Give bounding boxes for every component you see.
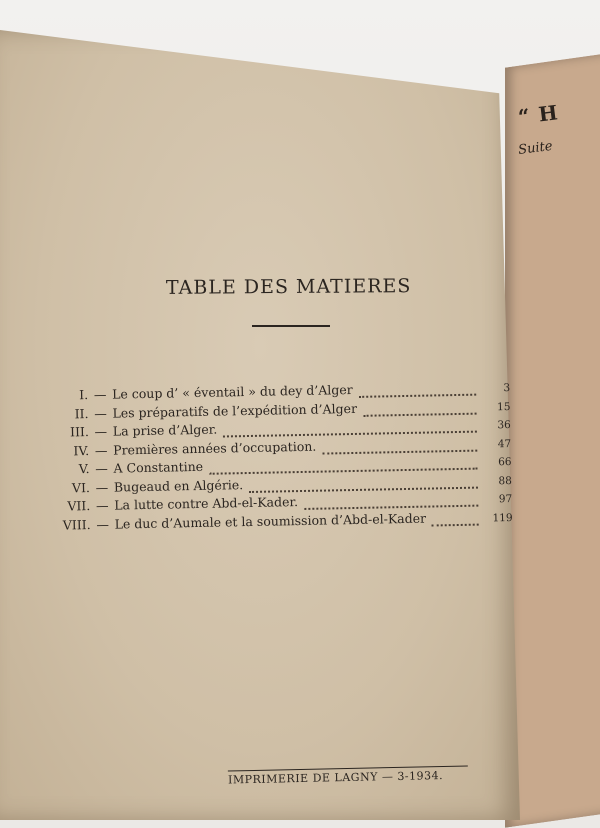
toc-leader-dots bbox=[322, 441, 477, 454]
toc-numeral: VI. bbox=[71, 479, 91, 495]
toc-label: Le duc d’Aumale et la soumission d’Abd-el-Kader bbox=[114, 510, 427, 532]
toc-page-number: 88 bbox=[498, 474, 512, 487]
toc-label: La prise d’Alger. bbox=[112, 421, 218, 439]
toc-page-number: 47 bbox=[497, 437, 512, 450]
toc-label: La lutte contre Abd-el-Kader. bbox=[114, 494, 299, 513]
toc-dash: — bbox=[94, 423, 108, 439]
toc-numeral: VII. bbox=[67, 498, 91, 514]
printer-imprint: IMPRIMERIE DE LAGNY — 3-1934. bbox=[228, 765, 468, 786]
toc-dash: — bbox=[94, 442, 108, 458]
toc-page-number: 66 bbox=[498, 455, 512, 469]
toc-dash: — bbox=[95, 479, 109, 495]
rear-book-subtitle-fragment: Suite bbox=[517, 138, 554, 158]
toc-leader-dots bbox=[363, 404, 477, 416]
toc-numeral: III. bbox=[69, 424, 89, 440]
toc-page-number: 36 bbox=[497, 418, 511, 432]
toc-numeral: V. bbox=[78, 461, 90, 477]
toc-label: A Constantine bbox=[113, 458, 204, 476]
toc-numeral: IV. bbox=[73, 442, 90, 458]
toc-page-number: 97 bbox=[498, 492, 513, 506]
table-of-contents bbox=[40, 379, 513, 536]
toc-leader-dots bbox=[359, 386, 477, 398]
page-title: TABLE DES MATIERES bbox=[165, 275, 412, 299]
toc-label: Bugeaud en Algérie. bbox=[113, 476, 244, 495]
toc-dash: — bbox=[95, 497, 109, 513]
toc-numeral: I. bbox=[79, 387, 89, 403]
toc-page-number: 15 bbox=[496, 400, 511, 413]
title-rule bbox=[252, 325, 330, 327]
toc-dash: — bbox=[93, 386, 107, 402]
toc-numeral: VIII. bbox=[62, 516, 91, 533]
toc-numeral: II. bbox=[74, 405, 89, 421]
rear-book-page bbox=[505, 52, 600, 827]
toc-label: Les préparatifs de l’expédition d’Alger bbox=[112, 400, 358, 421]
toc-page-number: 119 bbox=[492, 511, 513, 524]
toc-dash: — bbox=[96, 516, 110, 532]
rear-book-title-fragment: “ H bbox=[516, 100, 560, 129]
toc-label: Le coup d’ « éventail » du dey d’Alger bbox=[111, 381, 353, 402]
toc-dash: — bbox=[94, 405, 107, 421]
toc-leader-dots bbox=[304, 497, 478, 510]
rear-book-text bbox=[516, 100, 600, 158]
toc-dash: — bbox=[95, 460, 108, 476]
toc-label: Premières années d’occupation. bbox=[113, 438, 317, 458]
toc-leader-dots bbox=[432, 515, 479, 526]
toc-page-number: 3 bbox=[503, 381, 511, 395]
